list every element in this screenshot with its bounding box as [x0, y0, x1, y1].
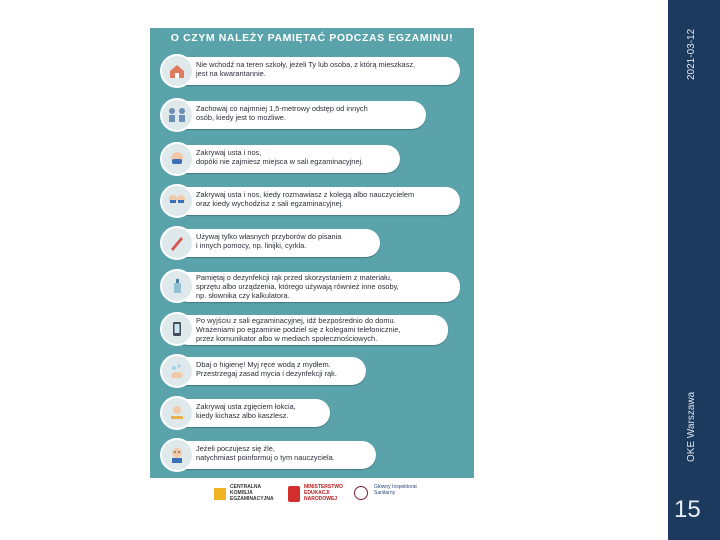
sick-icon	[160, 438, 194, 472]
slide-date: 2021-03-12	[686, 28, 697, 80]
cke-logo-icon	[214, 488, 226, 500]
eagle-emblem-icon	[288, 486, 300, 502]
rule-text: Zachowaj co najmniej 1,5-metrowy odstęp od innych osób, kiedy jest to możliwe.	[196, 104, 368, 122]
slide-sidebar	[668, 0, 720, 540]
pen-icon	[160, 226, 194, 260]
phone-icon	[160, 312, 194, 346]
sneeze-icon	[160, 396, 194, 430]
rule-text: Używaj tylko własnych przyborów do pisania i innych pomocy, np. linijki, cyrkla.	[196, 232, 342, 250]
rule-text: Po wyjściu z sali egzaminacyjnej, idź bezpośrednio do domu. Wrażeniami po egzaminie podziel się z kolegami telefonicznie, przez komunikator albo w mediach społecznościowych.	[196, 316, 401, 343]
gis-logo-text: Główny Inspektorat Sanitarny	[374, 484, 417, 496]
rule-text: Nie wchodź na teren szkoły, jeżeli Ty lub osoba, z którą mieszkasz, jest na kwarantannie.	[196, 60, 416, 78]
rule-text: Dbaj o higienę! Myj ręce wodą z mydłem. Przestrzegaj zasad mycia i dezynfekcji rąk.	[196, 360, 337, 378]
handwash-icon	[160, 354, 194, 388]
exam-rules-poster	[150, 28, 474, 514]
organization-label: OKE Warszawa	[686, 391, 697, 462]
distance-icon	[160, 98, 194, 132]
rule-text: Zakrywaj usta zgięciem łokcia, kiedy kichasz albo kaszlesz.	[196, 402, 296, 420]
sanitizer-icon	[160, 269, 194, 303]
home-quarantine-icon	[160, 54, 194, 88]
gis-emblem-icon	[354, 486, 368, 500]
rule-text: Zakrywaj usta i nos, kiedy rozmawiasz z kolegą albo nauczycielem oraz kiedy wychodzisz z sali egzaminacyjnej.	[196, 190, 415, 208]
cke-logo-text: CENTRALNA KOMISJA EGZAMINACYJNA	[230, 484, 274, 502]
page-number: 15	[674, 496, 701, 523]
rule-text: Jeżeli poczujesz się źle, natychmiast poinformuj o tym nauczyciela.	[196, 444, 335, 462]
mask-icon	[160, 142, 194, 176]
talk-mask-icon	[160, 184, 194, 218]
poster-title: O CZYM NALEŻY PAMIĘTAĆ PODCZAS EGZAMINU!	[170, 32, 454, 44]
rule-text: Zakrywaj usta i nos, dopóki nie zajmiesz miejsca w sali egzaminacyjnej.	[196, 148, 364, 166]
poster-footer	[150, 478, 474, 514]
men-logo-text: MINISTERSTWO EDUKACJI NARODOWEJ	[304, 484, 343, 502]
rule-text: Pamiętaj o dezynfekcji rąk przed skorzystaniem z materiału, sprzętu albo urządzenia, którego używają również inne osoby, np. słownika czy kalkulatora.	[196, 273, 399, 300]
